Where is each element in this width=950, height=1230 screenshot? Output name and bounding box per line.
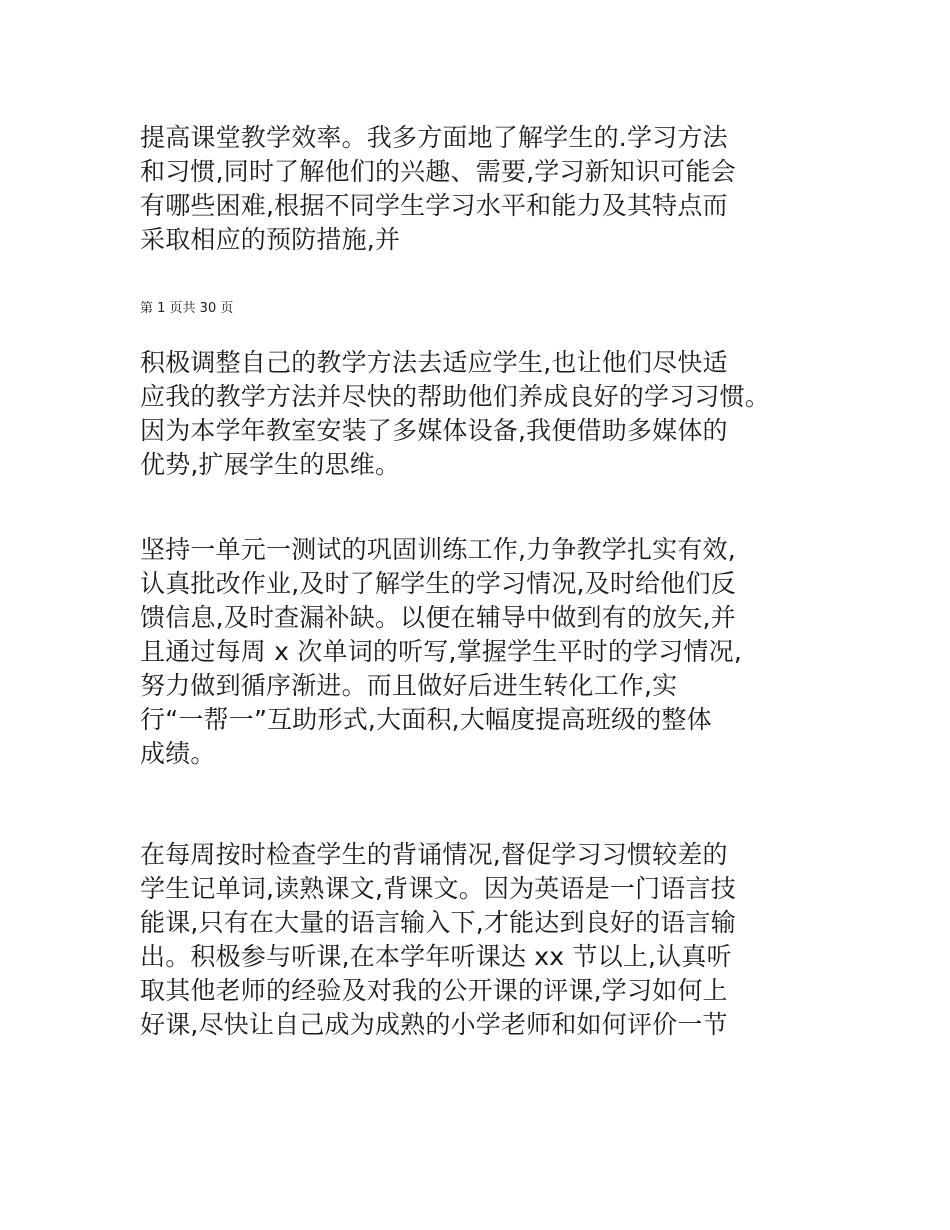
text-line: 出。积极参与听课,在本学年听课达 xx 节以上,认真听 — [140, 942, 732, 971]
text-line: 有哪些困难,根据不同学生学习水平和能力及其特点而 — [140, 191, 728, 220]
text-line: 采取相应的预防措施,并 — [140, 225, 401, 254]
text-line: 应我的教学方法并尽快的帮助他们养成良好的学习习惯。 — [140, 382, 771, 411]
text-line: 成绩。 — [140, 739, 216, 768]
text-line: 取其他老师的经验及对我的公开课的评课,学习如何上 — [140, 976, 728, 1005]
text-line: 因为本学年教室安装了多媒体设备,我便借助多媒体的 — [140, 416, 728, 445]
page-footer: 第 1 页共 30 页 — [140, 301, 234, 316]
paragraph-1 — [140, 121, 840, 257]
text-line: 学生记单词,读熟课文,背课文。因为英语是一门语言技 — [140, 874, 736, 903]
text-line: 能课,只有在大量的语言输入下,才能达到良好的语言输 — [140, 908, 736, 937]
text-line: 行“一帮一”互助形式,大面积,大幅度提高班级的整体 — [140, 705, 712, 734]
text-line: 在每周按时检查学生的背诵情况,督促学习习惯较差的 — [140, 840, 728, 869]
text-line: 优势,扩展学生的思维。 — [140, 450, 401, 479]
text-line: 提高课堂教学效率。我多方面地了解学生的.学习方法 — [140, 123, 728, 152]
text-line: 且通过每周 x 次单词的听写,掌握学生平时的学习情况, — [140, 637, 742, 666]
text-line: 和习惯,同时了解他们的兴趣、需要,学习新知识可能会 — [140, 157, 736, 186]
text-line: 认真批改作业,及时了解学生的学习情况,及时给他们反 — [140, 569, 736, 598]
text-line: 馈信息,及时查漏补缺。以便在辅导中做到有的放矢,并 — [140, 603, 736, 632]
text-line: 坚持一单元一测试的巩固训练工作,力争教学扎实有效, — [140, 535, 736, 564]
text-line: 努力做到循序渐进。而且做好后进生转化工作,实 — [140, 671, 678, 700]
paragraph-2 — [140, 346, 840, 482]
paragraph-3 — [140, 533, 840, 771]
text-line: 好课,尽快让自己成为成熟的小学老师和如何评价一节 — [140, 1010, 728, 1039]
paragraph-4 — [140, 838, 840, 1042]
text-line: 积极调整自己的教学方法去适应学生,也让他们尽快适 — [140, 348, 728, 377]
